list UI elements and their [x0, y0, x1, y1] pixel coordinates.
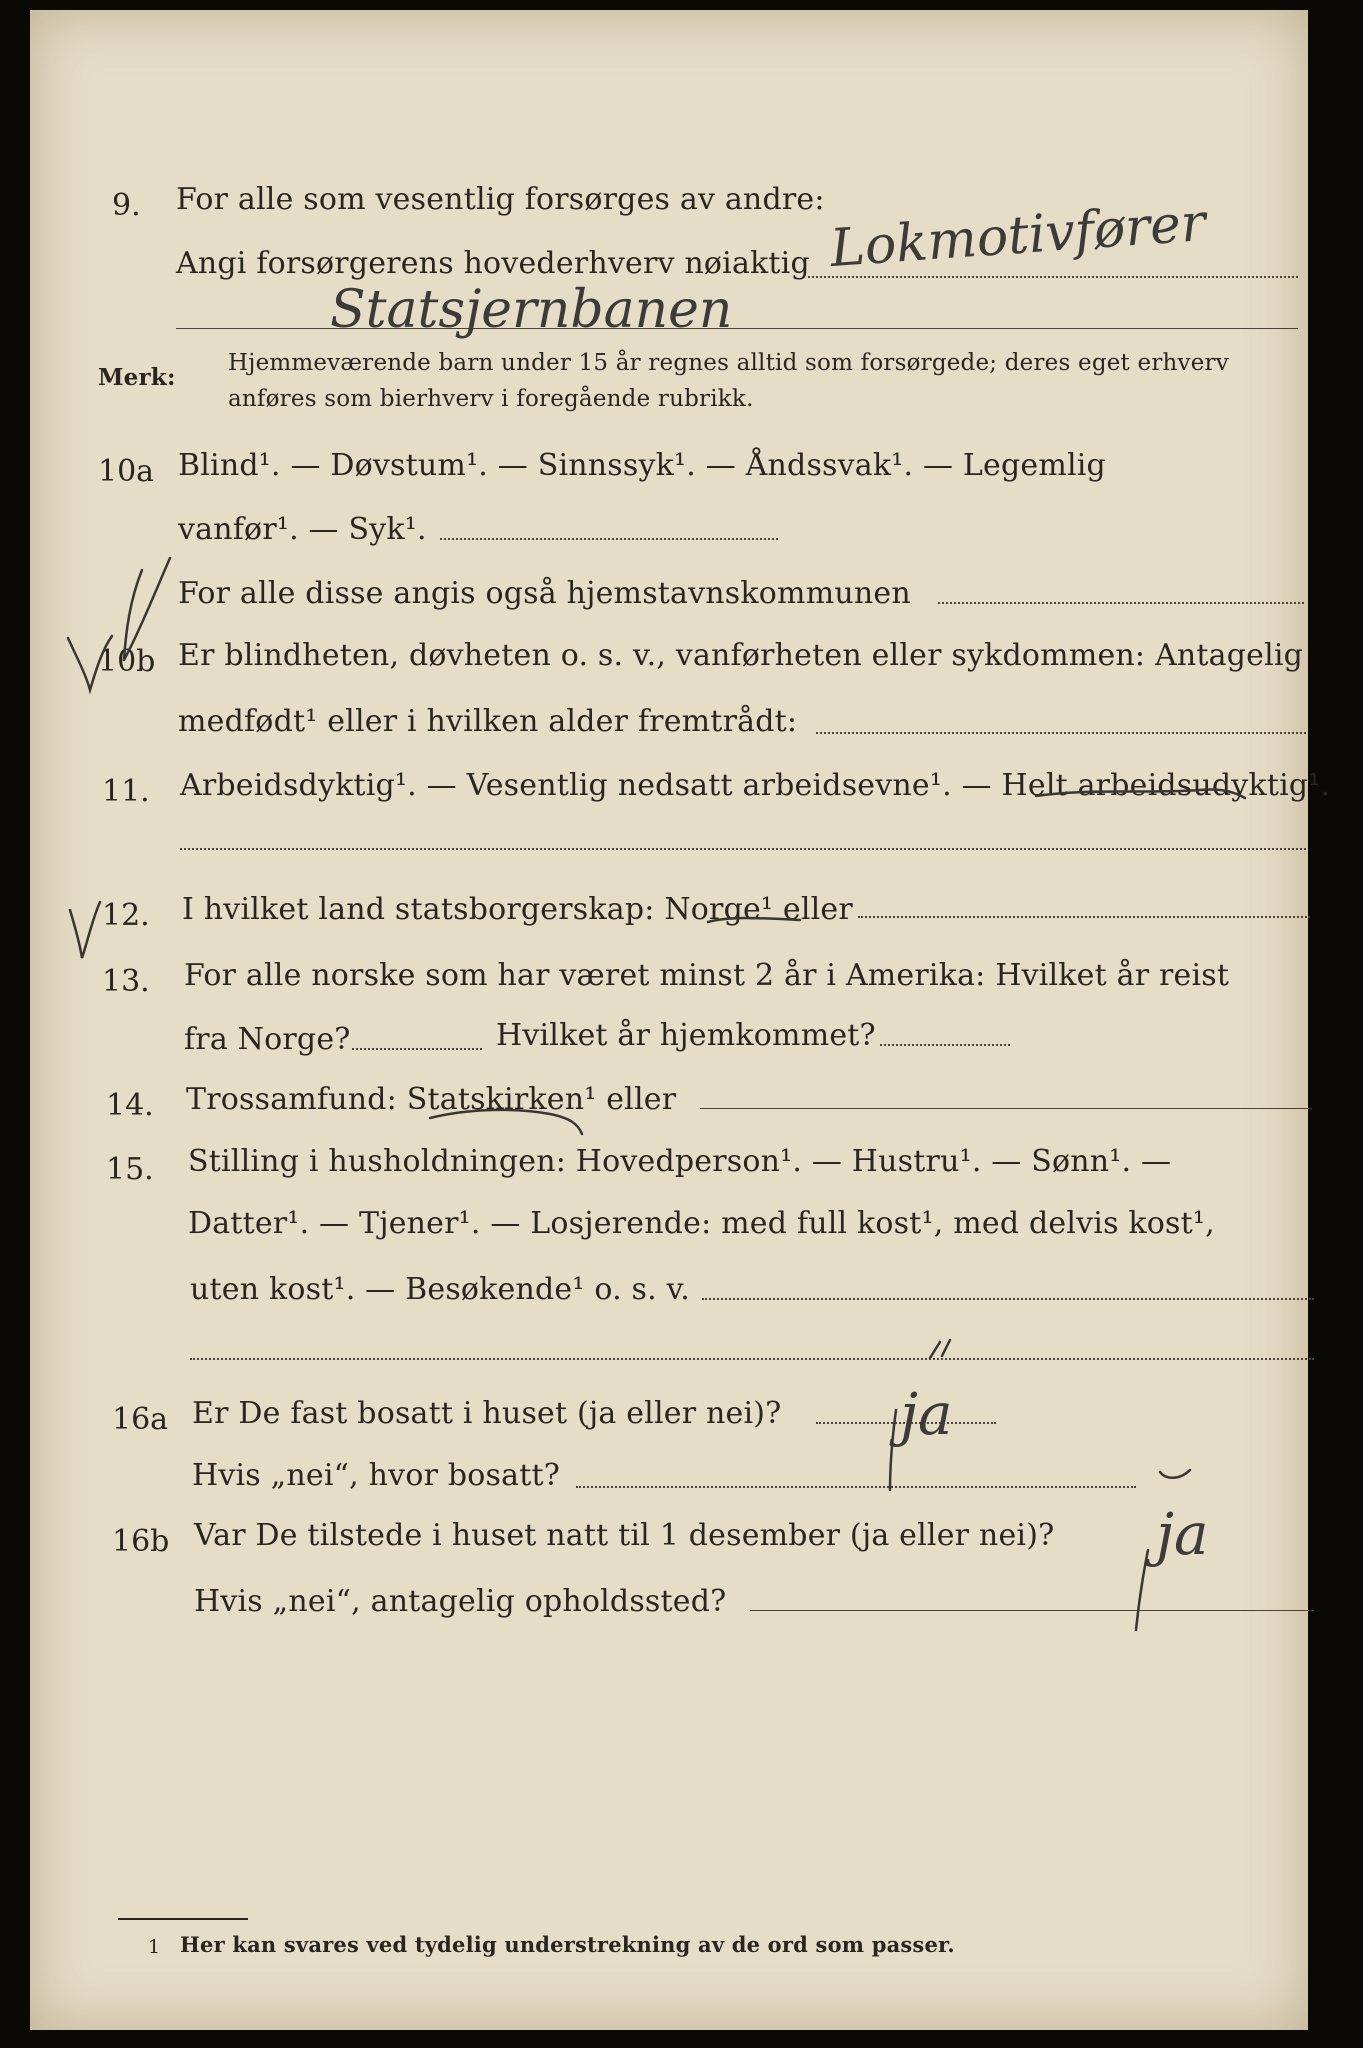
- q15-line3: uten kost¹. — Besøkende¹ o. s. v.: [190, 1272, 690, 1307]
- q13-line2a: fra Norge?: [184, 1022, 351, 1057]
- q16b-number: 16b: [112, 1524, 170, 1559]
- q10a-line2: vanfør¹. — Syk¹.: [178, 512, 427, 547]
- q16b-handwritten-answer: ja: [1156, 1500, 1209, 1568]
- q9-handwritten-answer2: Statsjernbanen: [330, 280, 733, 340]
- q13-number: 13.: [102, 964, 150, 999]
- q15-line2: Datter¹. — Tjener¹. — Losjerende: med full kost¹, med delvis kost¹,: [188, 1206, 1215, 1241]
- q9-line2: Angi forsørgerens hovederhverv nøiaktig: [176, 246, 810, 281]
- merk-line2: anføres som bierhverv i foregående rubrikk.: [228, 386, 754, 412]
- underline-statskirken: [430, 1110, 582, 1134]
- margin-check-mark-12: [70, 902, 100, 958]
- q9-line1: For alle som vesentlig forsørges av andre:: [176, 182, 825, 217]
- q14-number: 14.: [106, 1088, 154, 1123]
- q10b-line1: Er blindheten, døvheten o. s. v., vanførheten eller sykdommen: Antagelig: [178, 638, 1304, 673]
- q13-line2b: Hvilket år hjemkommet?: [496, 1018, 876, 1053]
- handwritten-marks-layer: [30, 10, 1308, 2030]
- q9-handwritten-answer1: Lokmotivfører: [828, 192, 1208, 280]
- q16a-line2: Hvis „nei“, hvor bosatt?: [192, 1458, 561, 1493]
- q10a-line1: Blind¹. — Døvstum¹. — Sinnssyk¹. — Åndssvak¹. — Legemlig: [178, 448, 1106, 483]
- q16a-line1: Er De fast bosatt i huset (ja eller nei)?: [192, 1396, 782, 1431]
- q10b-number: 10b: [98, 644, 156, 679]
- q10a-number: 10a: [98, 454, 155, 489]
- q12-line1: I hvilket land statsborgerskap: Norge¹ eller: [182, 892, 853, 927]
- q16a-number: 16a: [112, 1402, 169, 1437]
- census-form-page: [30, 10, 1331, 2030]
- q10a-line3: For alle disse angis også hjemstavnskommunen: [178, 576, 911, 611]
- q9-number: 9.: [112, 188, 141, 223]
- q10b-line2: medfødt¹ eller i hvilken alder fremtrådt:: [178, 704, 798, 739]
- footnote-text: Her kan svares ved tydelig understrekning av de ord som passer.: [180, 1932, 955, 1957]
- underline-helt-arbeidsudyktig: [1036, 789, 1245, 798]
- margin-check-mark-10a: [124, 558, 170, 660]
- q16b-line1: Var De tilstede i huset natt til 1 desember (ja eller nei)?: [194, 1518, 1055, 1553]
- merk-line1: Hjemmeværende barn under 15 år regnes alltid som forsørgede; deres eget erhverv: [228, 350, 1229, 376]
- q11-line1: Arbeidsdyktig¹. — Vesentlig nedsatt arbeidsevne¹. — Helt arbeidsudyktig¹.: [180, 768, 1331, 803]
- margin-check-mark-10b: [68, 636, 112, 690]
- q14-line1: Trossamfund: Statskirken¹ eller: [186, 1082, 677, 1117]
- q16b-line2: Hvis „nei“, antagelig opholdssted?: [194, 1584, 727, 1619]
- mark-near-16a: [930, 1340, 950, 1358]
- underline-norge: [708, 918, 800, 922]
- q13-line1: For alle norske som har været minst 2 år i Amerika: Hvilket år reist: [184, 958, 1230, 993]
- merk-label: Merk:: [98, 364, 176, 391]
- long-stroke-16b: [1136, 1550, 1148, 1630]
- q15-line1: Stilling i husholdningen: Hovedperson¹. — Hustru¹. — Sønn¹. —: [188, 1144, 1172, 1179]
- long-stroke-16a: [890, 1410, 896, 1490]
- q12-number: 12.: [102, 898, 150, 933]
- q16a-handwritten-answer: ja: [900, 1380, 953, 1448]
- mark-near-16b: [1160, 1470, 1190, 1478]
- q11-number: 11.: [102, 774, 150, 809]
- q15-number: 15.: [106, 1152, 154, 1187]
- footnote-mark: 1: [148, 1936, 161, 1958]
